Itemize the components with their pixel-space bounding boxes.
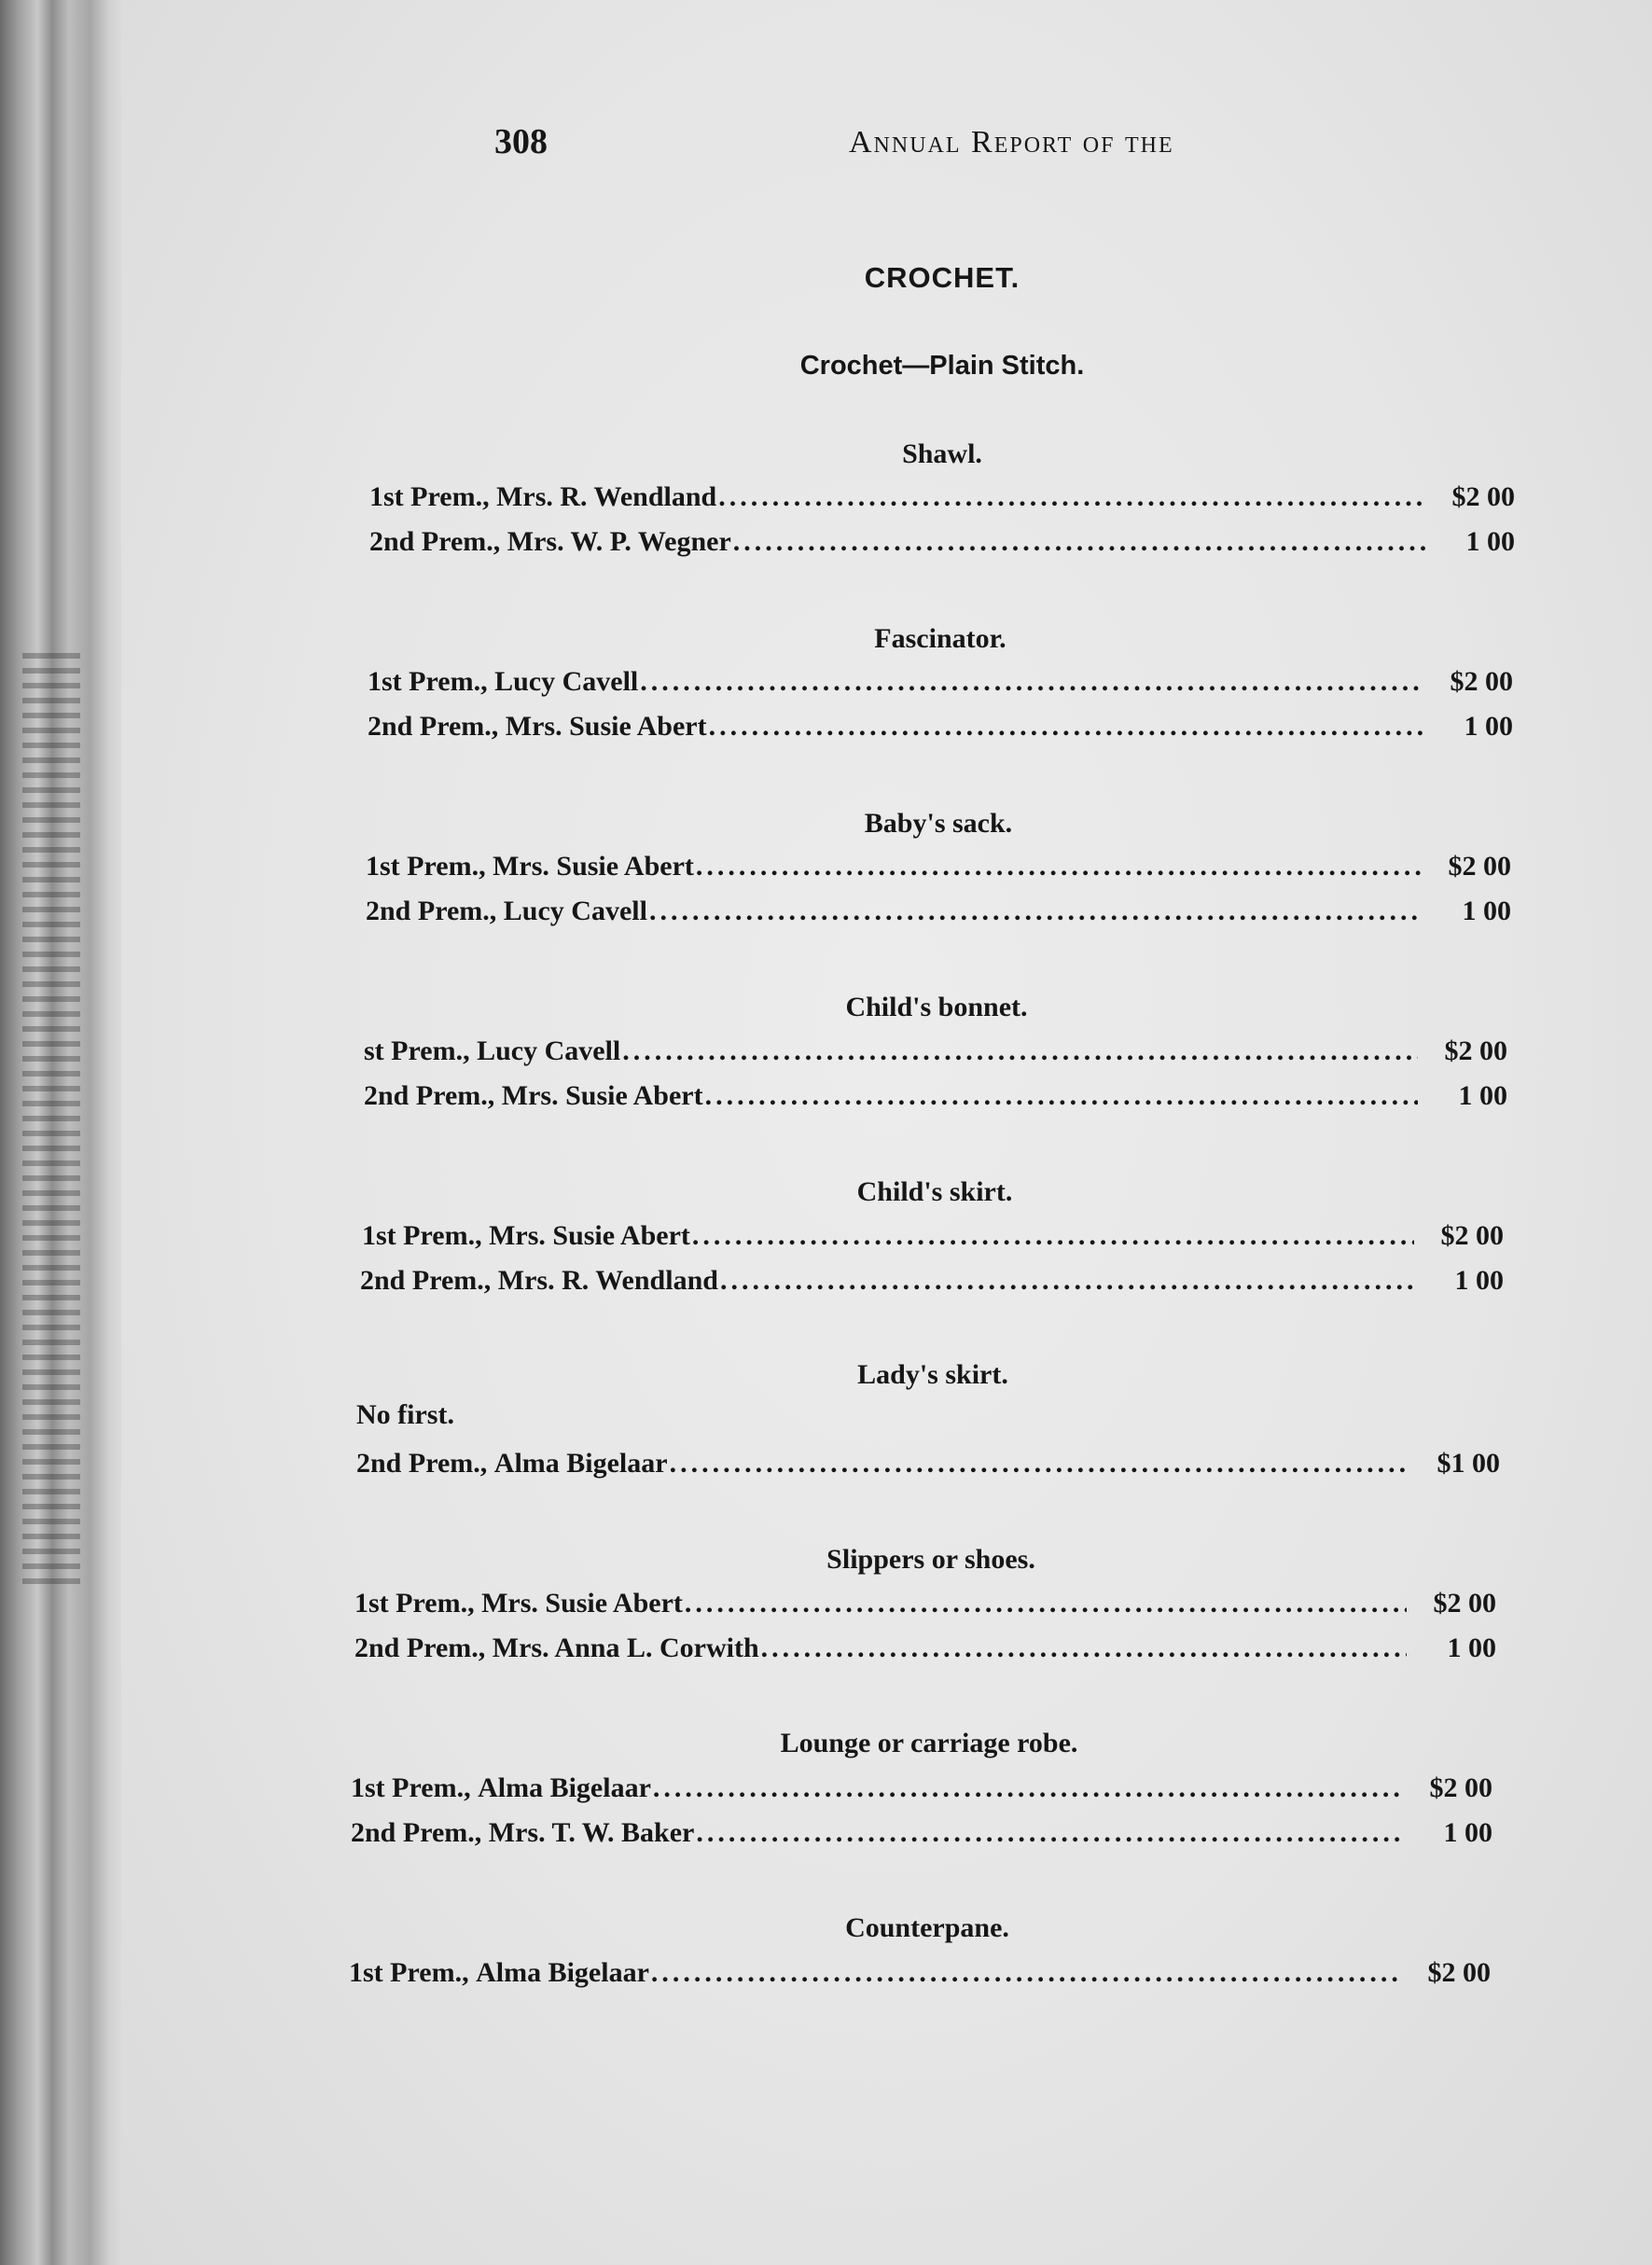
entry-name: Mrs. Susie Abert [501,1080,703,1111]
entry-amount: $2 00 [1427,1957,1491,1988]
entry-name: Mrs. Susie Abert [505,711,707,742]
premium-entry [369,526,1515,563]
dot-leader [696,1817,1403,1849]
dot-leader [651,1957,1401,1989]
entry-amount: 1 00 [1464,711,1513,742]
entry-rank: 2nd Prem., [356,1448,488,1479]
category-title-lounge-or-carriage-robe: Lounge or carriage robe. [780,1728,1078,1758]
entry-rank: 2nd Prem., [366,896,497,926]
entry-amount: $2 00 [1433,1588,1496,1619]
dot-leader [696,851,1422,882]
entry-rank: 2nd Prem., [351,1817,482,1848]
dot-leader [670,1448,1410,1480]
category-title-shawl: Shawl. [902,438,982,469]
category-title-ladys-skirt: Lady's skirt. [857,1359,1008,1390]
premium-entry [364,1035,1507,1073]
entry-name: Alma Bigelaar [478,1772,651,1803]
subsection-title: Crochet—Plain Stitch. [799,351,1085,381]
category-title-babys-sack: Baby's sack. [864,808,1013,839]
category-title-childs-bonnet: Child's bonnet. [845,992,1028,1022]
entry-name: Lucy Cavell [503,896,647,926]
entry-amount: 1 00 [1454,1265,1504,1296]
dot-leader [718,481,1425,513]
entry-name: Mrs. R. Wendland [496,481,717,512]
entry-name: Alma Bigelaar [476,1957,649,1988]
entry-rank: 2nd Prem., [368,711,499,742]
premium-entry [368,711,1513,748]
premium-entry [369,481,1515,519]
entry-rank: 1st Prem., [354,1588,475,1619]
premium-entry [366,851,1511,888]
entry-name: Mrs. Susie Abert [489,1220,690,1251]
entry-amount: 1 00 [1465,526,1515,557]
premium-entry [368,666,1513,703]
premium-entry [356,1448,1500,1485]
running-head: Annual Report of the [849,125,1174,160]
dot-leader [709,711,1423,743]
dot-leader [685,1588,1407,1619]
entry-rank: 1st Prem., [351,1772,471,1803]
entry-rank: 2nd Prem., [364,1080,495,1111]
book-binding-edge [0,0,121,2265]
category-title-slippers-or-shoes: Slippers or shoes. [826,1544,1035,1575]
entry-amount: $2 00 [1440,1220,1504,1251]
section-title: CROCHET. [864,261,1020,294]
premium-entry [366,896,1511,933]
entry-name: Lucy Cavell [494,666,639,697]
category-title-childs-skirt: Child's skirt. [856,1176,1013,1207]
category-title-counterpane: Counterpane. [845,1912,1009,1943]
entry-name: Mrs. T. W. Baker [488,1817,695,1848]
entry-rank: 2nd Prem., [354,1633,486,1663]
entry-name: Alma Bigelaar [493,1448,668,1479]
entry-name: Mrs. Susie Abert [493,851,694,882]
dot-leader [720,1265,1414,1297]
page-number: 308 [494,122,548,161]
premium-entry [351,1817,1492,1855]
entry-amount: 1 00 [1458,1080,1507,1111]
entry-amount: 1 00 [1447,1633,1496,1663]
no-first-note: No first. [356,1399,454,1430]
document-page [121,0,1652,2265]
dot-leader [622,1035,1418,1067]
dot-leader [705,1080,1418,1112]
entry-rank: 2nd Prem., [360,1265,492,1296]
entry-rank: 1st Prem., [366,851,486,882]
entry-amount: 1 00 [1462,896,1511,926]
dot-leader [692,1220,1414,1252]
premium-entry [354,1633,1496,1670]
page-header [494,121,1334,177]
dot-leader [761,1633,1407,1664]
premium-entry [351,1772,1492,1810]
entry-name: Mrs. R. Wendland [497,1265,718,1296]
entry-amount: $2 00 [1429,1772,1492,1803]
entry-amount: $1 00 [1437,1448,1500,1479]
entry-rank: 1st Prem., [349,1957,469,1988]
entry-name: Lucy Cavell [477,1035,621,1066]
entry-name: Mrs. W. P. Wegner [507,526,731,557]
premium-entry [349,1957,1491,1994]
premium-entry [362,1220,1504,1258]
category-title-fascinator: Fascinator. [874,623,1006,654]
premium-entry [364,1080,1507,1118]
dot-leader [640,666,1423,698]
entry-amount: $2 00 [1450,666,1513,697]
entry-rank: 1st Prem., [362,1220,482,1251]
entry-amount: $2 00 [1448,851,1511,882]
entry-amount: $2 00 [1444,1035,1507,1066]
entry-name: Mrs. Anna L. Corwith [492,1633,759,1663]
entry-rank: st Prem., [364,1035,470,1066]
premium-entry [360,1265,1504,1302]
entry-rank: 1st Prem., [368,666,488,697]
entry-name: Mrs. Susie Abert [481,1588,683,1619]
entry-amount: 1 00 [1443,1817,1492,1848]
entry-rank: 1st Prem., [369,481,490,512]
entry-amount: $2 00 [1451,481,1515,512]
dot-leader [649,896,1422,927]
dot-leader [733,526,1425,558]
entry-rank: 2nd Prem., [369,526,501,557]
premium-entry [354,1588,1496,1625]
dot-leader [653,1772,1403,1804]
